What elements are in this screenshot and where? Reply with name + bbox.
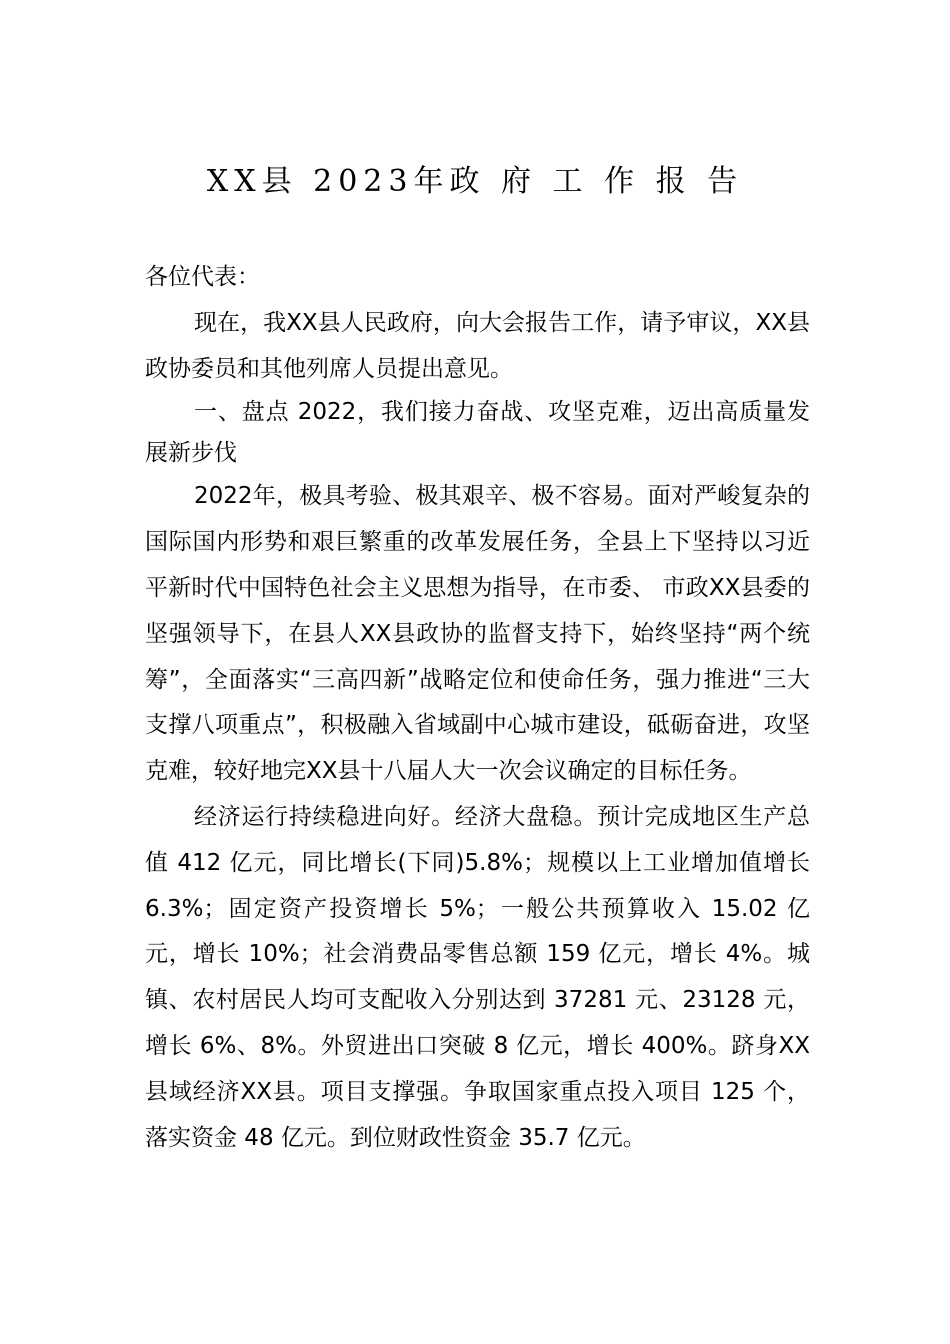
paragraph-summary: 2022年，极具考验、极其艰辛、极不容易。面对严峻复杂的国际国内形势和艰巨繁重的改革发展任务，全县上下坚持以习近平新时代中国特色社会主义思想为指导，在市委、 市政XX县委的坚强领导下，在县人XX县政协的监督支持下，始终坚持“两个统筹”，全面落实“三高四新”战略定位和使命任务，强力推进“三大支撑八项重点”，积极融入省域副中心城市建设，砥砺奋进，攻坚克难，较好地完XX县十八届人大一次会议确定的目标任务。 bbox=[145, 483, 810, 785]
salutation: 各位代表： bbox=[145, 264, 260, 290]
paragraph-economy: 经济运行持续稳进向好。经济大盘稳。预计完成地区生产总值 412 亿元，同比增长(下同)5.8%；规模以上工业增加值增长 6.3%；固定资产投资增长 5%；一般公共预算收入 15.02 亿元，增长 10%；社会消费品零售总额 159 亿元，增长 4%。城镇、农村居民人均可支配收入分别达到 37281 元、23128 元，增长 6%、8%。外贸进出口突破 8 亿元，增长 400%。跻身XX县域经济XX县。项目支撑强。争取国家重点投入项目 125 个，落实资金 48 亿元。到位财政性资金 35.7 亿元。 bbox=[145, 803, 810, 1151]
paragraph-intro: 现在，我XX县人民政府，向大会报告工作，请予审议，XX县政协委员和其他列席人员提出意见。 bbox=[145, 309, 810, 382]
section-heading: 一、盘点 2022，我们接力奋战、攻坚克难，迈出高质量发展新步伐 bbox=[145, 399, 810, 467]
document-body bbox=[145, 255, 810, 1161]
document-title: XX县 2023年政 府 工 作 报 告 bbox=[206, 164, 744, 199]
